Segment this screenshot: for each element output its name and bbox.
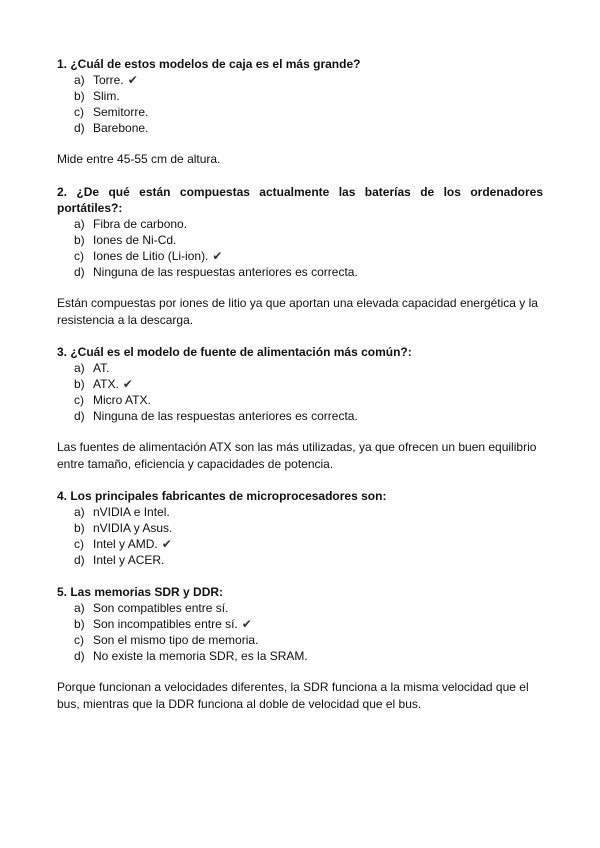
question-title: 5. Las memorias SDR y DDR: bbox=[57, 585, 224, 599]
question-title: 1. ¿Cuál de estos modelos de caja es el más grande? bbox=[57, 57, 361, 71]
option-list bbox=[57, 360, 543, 424]
question-2 bbox=[57, 184, 543, 280]
option-d: d) No existe la memoria SDR, es la SRAM. bbox=[74, 649, 308, 663]
question-4 bbox=[57, 488, 543, 568]
option-b: b) nVIDIA y Asus. bbox=[74, 521, 173, 535]
explanation-3: Las fuentes de alimentación ATX son las más utilizadas, ya que ofrecen un buen equilibrio entre tamaño, eficiencia y capacidades de potencia. bbox=[57, 440, 537, 471]
option-c: c) Intel y AMD. ✔ bbox=[74, 537, 172, 551]
option-list bbox=[57, 72, 543, 136]
option-b: b) Son incompatibles entre sí. ✔ bbox=[74, 617, 252, 631]
option-list bbox=[57, 600, 543, 664]
check-mark-icon: ✔ bbox=[212, 249, 223, 263]
check-mark-icon: ✔ bbox=[241, 617, 252, 631]
option-c: c) Son el mismo tipo de memoria. bbox=[74, 633, 259, 647]
option-a: a) Son compatibles entre sí. bbox=[74, 601, 229, 615]
option-a: a) nVIDIA e Intel. bbox=[74, 505, 170, 519]
option-b: b) Slim. bbox=[74, 89, 120, 103]
option-c: c) Semitorre. bbox=[74, 105, 149, 119]
question-title: 2. ¿De qué están compuestas actualmente las baterías de los ordenadores portátiles?: bbox=[57, 185, 543, 215]
option-a: a) Fibra de carbono. bbox=[74, 217, 188, 231]
explanation-1: Mide entre 45-55 cm de altura. bbox=[57, 152, 221, 166]
check-mark-icon: ✔ bbox=[161, 537, 172, 551]
option-d: d) Ninguna de las respuestas anteriores es correcta. bbox=[74, 265, 358, 279]
option-b: b) ATX. ✔ bbox=[74, 377, 133, 391]
check-mark-icon: ✔ bbox=[127, 73, 138, 87]
question-title: 4. Los principales fabricantes de microprocesadores son: bbox=[57, 489, 387, 503]
question-5 bbox=[57, 584, 543, 664]
check-mark-icon: ✔ bbox=[122, 377, 133, 391]
question-1 bbox=[57, 56, 543, 136]
explanation-2: Están compuestas por iones de litio ya que aportan una elevada capacidad energética y la resistencia a la descarga. bbox=[57, 296, 538, 327]
option-b: b) Iones de Ni-Cd. bbox=[74, 233, 177, 247]
option-d: d) Intel y ACER. bbox=[74, 553, 165, 567]
question-3 bbox=[57, 344, 543, 424]
option-a: a) AT. bbox=[74, 361, 110, 375]
option-c: c) Micro ATX. bbox=[74, 393, 151, 407]
option-list bbox=[57, 216, 543, 280]
option-d: d) Barebone. bbox=[74, 121, 149, 135]
option-c: c) Iones de Litio (Li-ion). ✔ bbox=[74, 249, 223, 263]
question-title: 3. ¿Cuál es el modelo de fuente de alimentación más común?: bbox=[57, 345, 412, 359]
option-a: a) Torre. ✔ bbox=[74, 73, 138, 87]
option-d: d) Ninguna de las respuestas anteriores es correcta. bbox=[74, 409, 358, 423]
explanation-5: Porque funcionan a velocidades diferentes, la SDR funciona a la misma velocidad que el bus, mientras que la DDR funciona al doble de velocidad que el bus. bbox=[57, 680, 529, 711]
option-list bbox=[57, 504, 543, 568]
